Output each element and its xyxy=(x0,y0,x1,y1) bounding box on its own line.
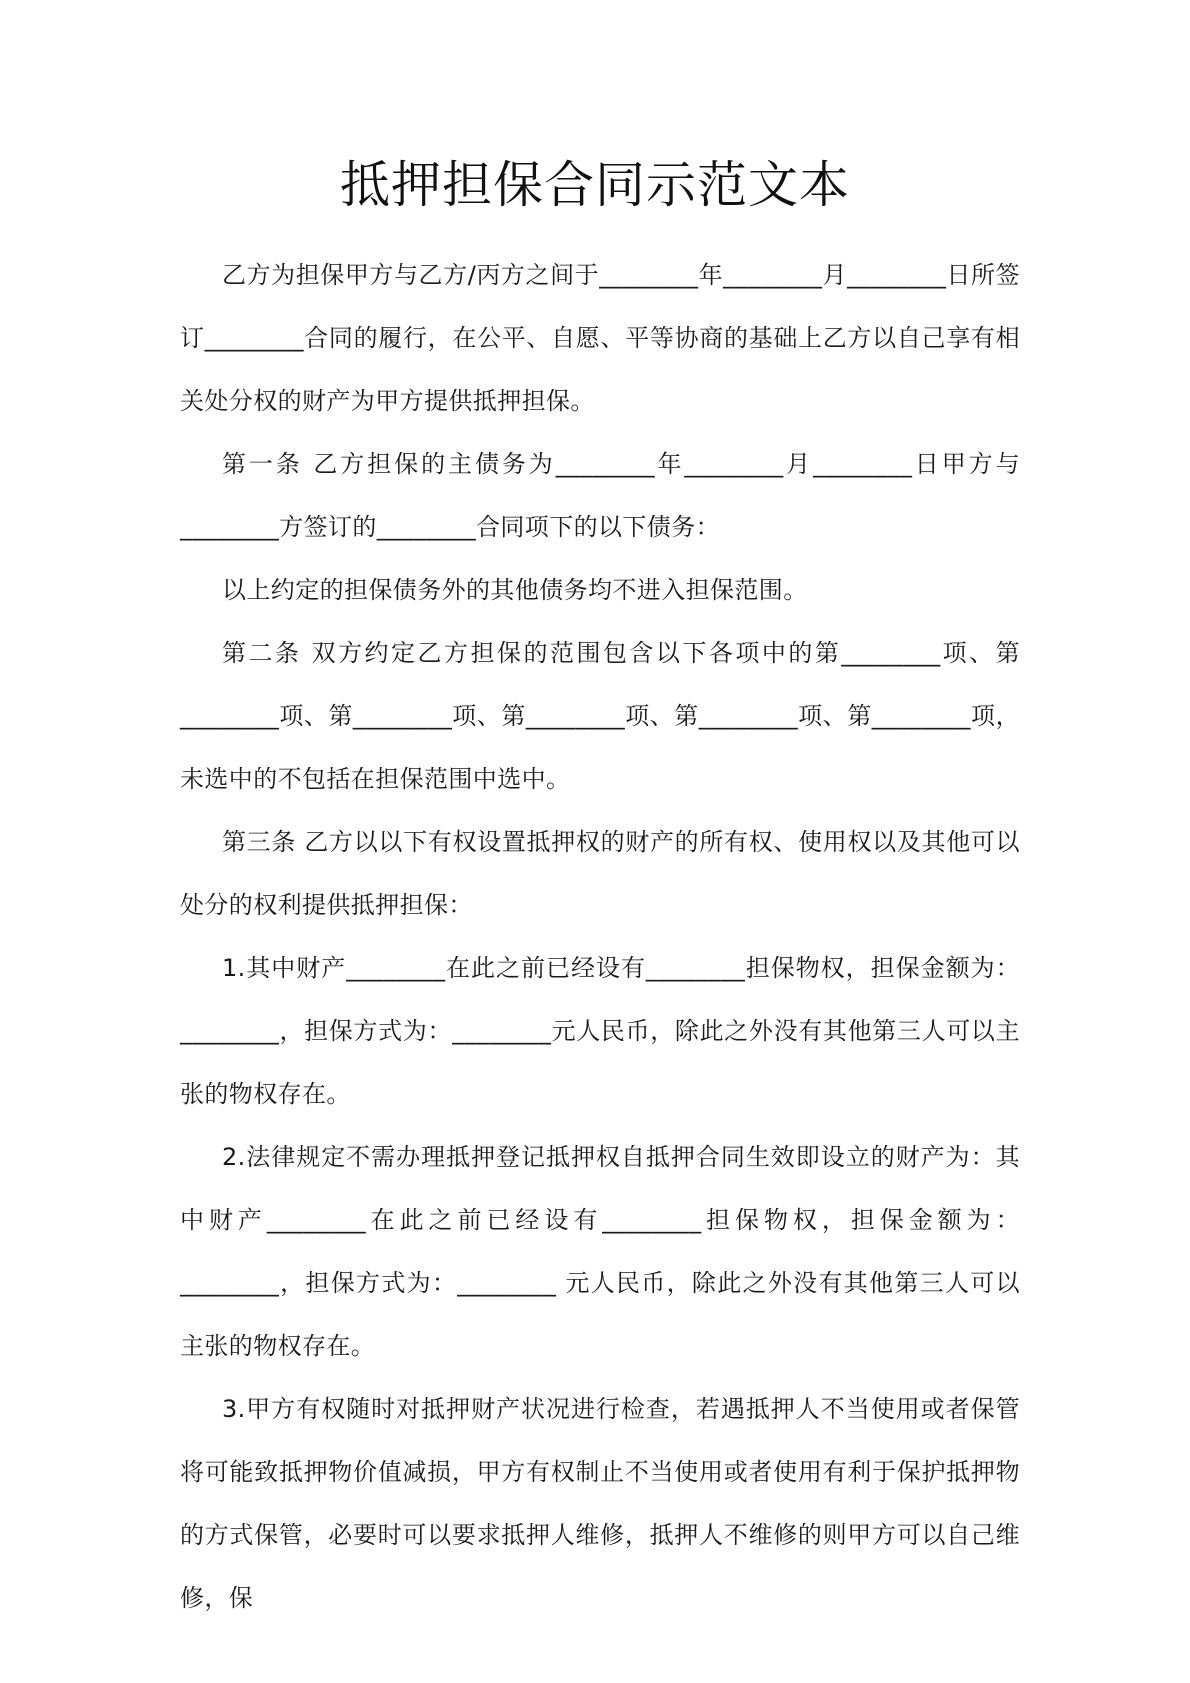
paragraph-article-1: 第一条 乙方担保的主债务为________年________月________日甲方与________方签订的________合同项下的以下债务： xyxy=(180,450,1020,541)
paragraph-item-3: 3.甲方有权随时对抵押财产状况进行检查，若遇抵押人不当使用或者保管将可能致抵押物价值减损，甲方有权制止不当使用或者使用有利于保护抵押物的方式保管，必要时可以要求抵押人维修，抵押人不维修的则甲方可以自己维修，保 xyxy=(180,1395,1020,1612)
paragraph-item-1: 1.其中财产________在此之前已经设有________担保物权，担保金额为：________，担保方式为：________元人民币，除此之外没有其他第三人可以主张的物权存在。 xyxy=(180,954,1020,1108)
paragraph-scope-note: 以上约定的担保债务外的其他债务均不进入担保范围。 xyxy=(222,576,808,604)
document-body xyxy=(180,244,1020,1630)
paragraph-article-2: 第二条 双方约定乙方担保的范围包含以下各项中的第________项、第________项、第________项、第________项、第________项、第________项，未选中的不包括在担保范围中选中。 xyxy=(180,639,1020,793)
paragraph-intro: 乙方为担保甲方与乙方/丙方之间于________年________月________日所签订________合同的履行，在公平、自愿、平等协商的基础上乙方以自己享有相关处分权的财产为甲方提供抵押担保。 xyxy=(180,261,1020,415)
paragraph-article-3: 第三条 乙方以以下有权设置抵押权的财产的所有权、使用权以及其他可以处分的权利提供抵押担保： xyxy=(180,828,1020,919)
document-title: 抵押担保合同示范文本 xyxy=(340,156,850,214)
paragraph-item-2: 2.法律规定不需办理抵押登记抵押权自抵押合同生效即设立的财产为：其中财产________在此之前已经设有________担保物权，担保金额为：________，担保方式为：________ 元人民币，除此之外没有其他第三人可以主张的物权存在。 xyxy=(180,1143,1020,1360)
